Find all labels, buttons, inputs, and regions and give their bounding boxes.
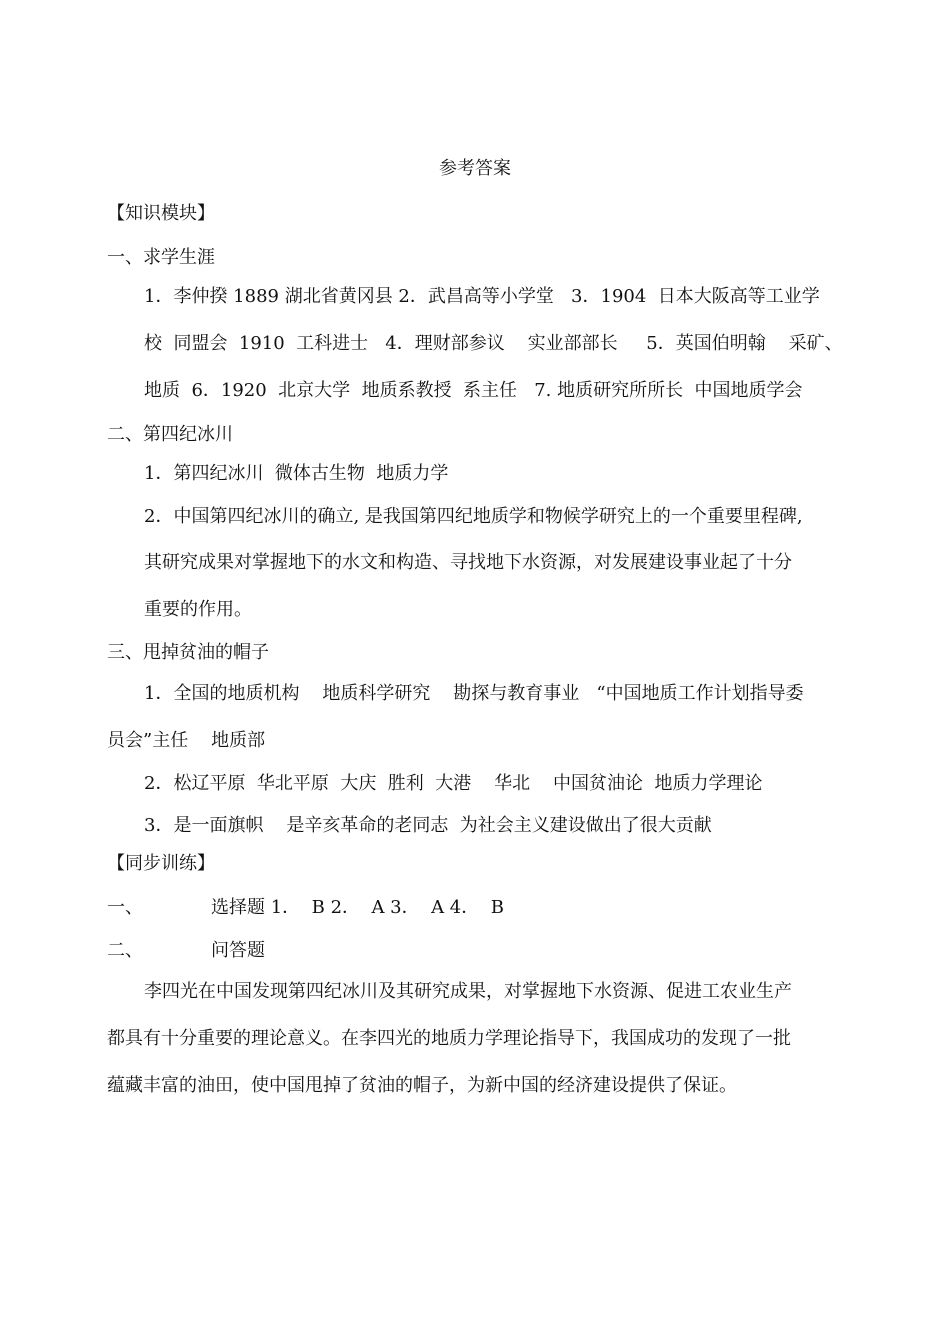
section1-heading: 一、求学生涯	[107, 247, 215, 268]
section2-item2-line: 2．中国第四纪冰川的确立, 是我国第四纪地质学和物候学研究上的一个重要里程碑,	[144, 506, 803, 527]
part2-number: 二、	[107, 940, 143, 961]
answer-paragraph-line: 蕴藏丰富的油田，使中国甩掉了贫油的帽子，为新中国的经济建设提供了保证。	[107, 1075, 737, 1096]
sync-training-heading: 【同步训练】	[107, 853, 215, 874]
section2-item1: 1．第四纪冰川 微体古生物 地质力学	[144, 463, 449, 484]
section3-item2: 2．松辽平原 华北平原 大庆 胜利 大港 华北 中国贫油论 地质力学理论	[144, 773, 763, 794]
section3-item1-line: 员会”主任 地质部	[107, 730, 266, 751]
knowledge-module-heading: 【知识模块】	[107, 203, 215, 224]
section3-item1-line: 1．全国的地质机构 地质科学研究 勘探与教育事业 “中国地质工作计划指导委	[144, 683, 804, 704]
section2-item2-line: 重要的作用。	[144, 599, 252, 620]
answer-paragraph-line: 李四光在中国发现第四纪冰川及其研究成果，对掌握地下水资源、促进工农业生产	[144, 981, 792, 1002]
section1-line: 1．李仲揆 1889 湖北省黄冈县 2．武昌高等小学堂 3．1904 日本大阪高等工业学	[144, 286, 820, 307]
part1-text: 选择题 1． B 2． A 3． A 4． B	[211, 897, 504, 918]
section2-heading: 二、第四纪冰川	[107, 424, 233, 445]
page-title: 参考答案	[439, 158, 511, 179]
section2-item2-line: 其研究成果对掌握地下的水文和构造、寻找地下水资源，对发展建设事业起了十分	[144, 552, 792, 573]
part2-text: 问答题	[211, 940, 265, 961]
answer-paragraph-line: 都具有十分重要的理论意义。在李四光的地质力学理论指导下，我国成功的发现了一批	[107, 1028, 791, 1049]
section3-item3: 3．是一面旗帜 是辛亥革命的老同志 为社会主义建设做出了很大贡献	[144, 815, 712, 836]
section1-line: 地质 6．1920 北京大学 地质系教授 系主任 7. 地质研究所所长 中国地质学会	[144, 380, 803, 401]
part1-number: 一、	[107, 897, 143, 918]
section3-heading: 三、甩掉贫油的帽子	[107, 642, 269, 663]
section1-line: 校 同盟会 1910 工科进士 4．理财部参议 实业部部长 5．英国伯明翰 采矿、	[144, 333, 843, 354]
